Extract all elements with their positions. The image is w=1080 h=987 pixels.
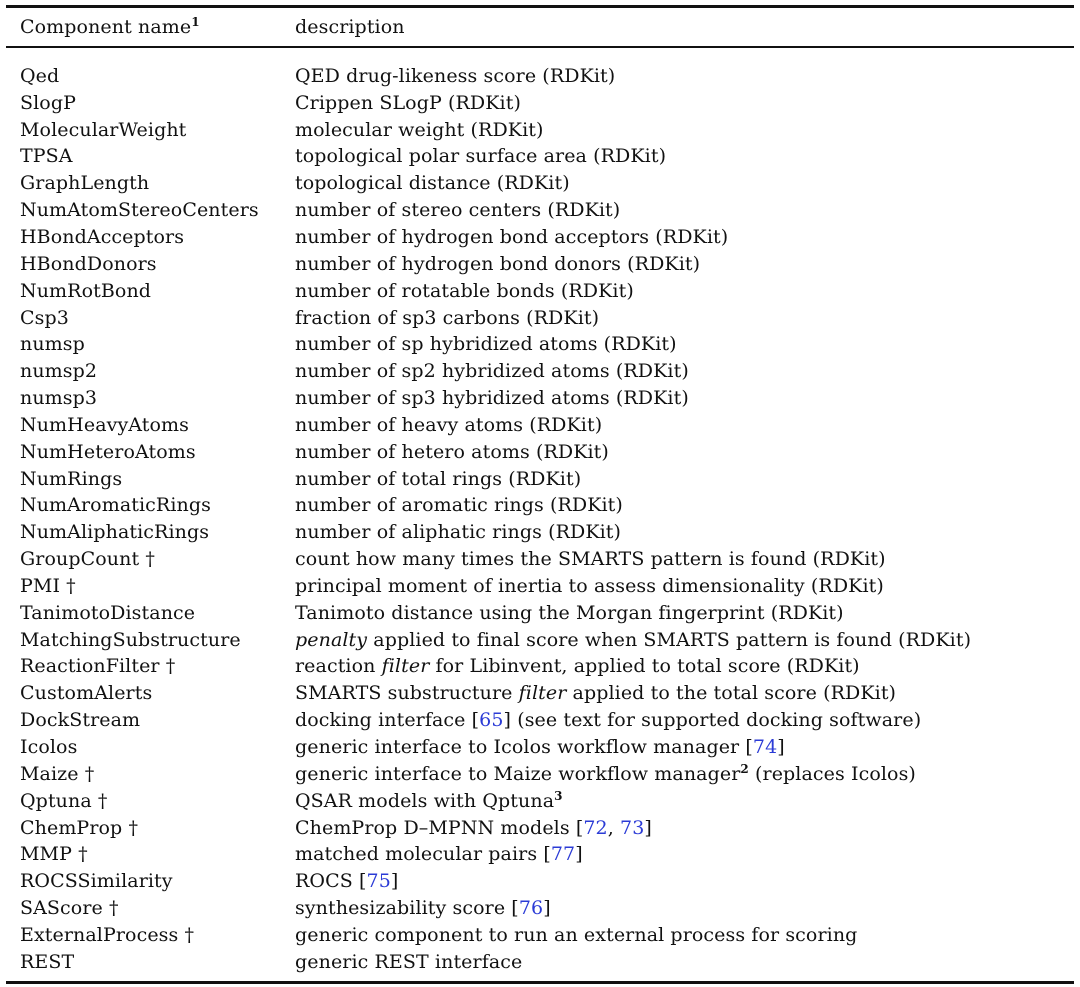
description-text: matched molecular pairs [ bbox=[295, 843, 551, 866]
component-name: ExternalProcess † bbox=[20, 923, 195, 946]
component-name: PMI † bbox=[20, 574, 76, 597]
table-row bbox=[6, 197, 1074, 224]
description-text: generic interface to Maize workflow manager bbox=[295, 762, 741, 785]
table-row bbox=[6, 63, 1074, 90]
component-name: TPSA bbox=[20, 145, 73, 168]
description-text: Tanimoto distance using the Morgan fingerprint (RDKit) bbox=[295, 601, 844, 624]
table-row bbox=[6, 734, 1074, 761]
description-text: docking interface [ bbox=[295, 709, 480, 732]
component-name: NumAtomStereoCenters bbox=[20, 199, 259, 222]
table-row bbox=[6, 868, 1074, 895]
table-row bbox=[6, 787, 1074, 814]
description-text: SMARTS substructure bbox=[295, 682, 519, 705]
description-text: number of aliphatic rings (RDKit) bbox=[295, 521, 622, 544]
table-row bbox=[6, 224, 1074, 251]
component-name: numsp2 bbox=[20, 360, 98, 383]
header-footnote-marker: 1 bbox=[191, 15, 200, 29]
table-row bbox=[6, 573, 1074, 600]
component-description bbox=[295, 226, 1074, 248]
component-name: NumHeavyAtoms bbox=[20, 413, 190, 436]
table-row bbox=[6, 411, 1074, 438]
component-description bbox=[295, 602, 1074, 624]
header-description: description bbox=[295, 16, 405, 38]
table-row bbox=[6, 304, 1074, 331]
table-row bbox=[6, 599, 1074, 626]
description-text: topological distance (RDKit) bbox=[295, 172, 570, 195]
table-bottom-rule bbox=[6, 981, 1074, 984]
component-name: Icolos bbox=[20, 736, 78, 759]
table-row bbox=[6, 492, 1074, 519]
table-row bbox=[6, 331, 1074, 358]
component-name: numsp bbox=[20, 333, 85, 356]
component-description bbox=[295, 709, 1074, 731]
component-description bbox=[295, 172, 1074, 194]
table-header-row bbox=[6, 8, 1074, 46]
description-text: number of sp2 hybridized atoms (RDKit) bbox=[295, 360, 689, 383]
description-text: ] bbox=[543, 897, 551, 920]
component-description bbox=[295, 548, 1074, 570]
footnote-marker: 2 bbox=[740, 761, 749, 776]
component-description bbox=[295, 280, 1074, 302]
citation-link[interactable]: 75 bbox=[366, 870, 391, 893]
description-text: applied to final score when SMARTS pattern is found (RDKit) bbox=[367, 628, 972, 651]
component-description bbox=[295, 924, 1074, 946]
component-name: NumRotBond bbox=[20, 279, 152, 302]
components-table bbox=[6, 5, 1074, 984]
description-text: number of stereo centers (RDKit) bbox=[295, 199, 621, 222]
description-text: molecular weight (RDKit) bbox=[295, 118, 544, 141]
table-row bbox=[6, 89, 1074, 116]
description-text: number of heavy atoms (RDKit) bbox=[295, 413, 603, 436]
table-row bbox=[6, 760, 1074, 787]
description-text: topological polar surface area (RDKit) bbox=[295, 145, 667, 168]
component-description bbox=[295, 682, 1074, 704]
component-name: TanimotoDistance bbox=[20, 601, 196, 624]
component-description bbox=[295, 629, 1074, 651]
component-description bbox=[295, 736, 1074, 758]
description-text: QSAR models with Qptuna bbox=[295, 789, 555, 812]
component-description bbox=[295, 468, 1074, 490]
component-name: MolecularWeight bbox=[20, 118, 187, 141]
component-name: NumAliphaticRings bbox=[20, 521, 210, 544]
component-description bbox=[295, 441, 1074, 463]
component-name: GraphLength bbox=[20, 172, 150, 195]
component-name: Maize † bbox=[20, 762, 95, 785]
description-text: ] bbox=[777, 736, 785, 759]
table-row bbox=[6, 680, 1074, 707]
component-name: NumHeteroAtoms bbox=[20, 440, 196, 463]
footnote-marker: 3 bbox=[554, 788, 563, 803]
description-text: number of rotatable bonds (RDKit) bbox=[295, 279, 634, 302]
component-description bbox=[295, 763, 1074, 785]
description-text: synthesizability score [ bbox=[295, 897, 519, 920]
component-description bbox=[295, 65, 1074, 87]
description-text: generic REST interface bbox=[295, 950, 523, 973]
emphasis-text: filter bbox=[381, 655, 430, 678]
description-text: Crippen SLogP (RDKit) bbox=[295, 91, 521, 114]
component-description bbox=[295, 253, 1074, 275]
component-name: SAScore † bbox=[20, 897, 119, 920]
component-name: CustomAlerts bbox=[20, 682, 153, 705]
description-text: generic component to run an external process for scoring bbox=[295, 923, 858, 946]
component-name: MMP † bbox=[20, 843, 88, 866]
header-component-name-label: Component name bbox=[20, 16, 192, 38]
description-text: ] bbox=[644, 816, 652, 839]
table-row bbox=[6, 895, 1074, 922]
component-description bbox=[295, 521, 1074, 543]
table-body bbox=[6, 48, 1074, 976]
emphasis-text: penalty bbox=[295, 628, 368, 651]
component-description bbox=[295, 360, 1074, 382]
component-description bbox=[295, 843, 1074, 865]
citation-link[interactable]: 72 bbox=[583, 816, 608, 839]
emphasis-text: filter bbox=[518, 682, 567, 705]
description-text: number of hydrogen bond donors (RDKit) bbox=[295, 252, 701, 275]
component-name: REST bbox=[20, 950, 75, 973]
citation-link[interactable]: 77 bbox=[550, 843, 576, 866]
component-description bbox=[295, 333, 1074, 355]
component-name: DockStream bbox=[20, 709, 141, 732]
component-description bbox=[295, 870, 1074, 892]
component-description bbox=[295, 119, 1074, 141]
description-text: ] bbox=[390, 870, 399, 893]
component-description bbox=[295, 307, 1074, 329]
component-description bbox=[295, 575, 1074, 597]
table-row bbox=[6, 814, 1074, 841]
description-text: ROCS [ bbox=[295, 870, 367, 893]
component-description bbox=[295, 817, 1074, 839]
table-row bbox=[6, 385, 1074, 412]
table-row bbox=[6, 143, 1074, 170]
header-component-name bbox=[6, 16, 295, 38]
component-name: MatchingSubstructure bbox=[20, 628, 241, 651]
component-name: Qed bbox=[20, 64, 60, 87]
description-text: , bbox=[607, 816, 621, 839]
description-text: for Libinvent, applied to total score (RDKit) bbox=[429, 655, 860, 678]
description-text: number of sp3 hybridized atoms (RDKit) bbox=[295, 387, 689, 410]
table-row bbox=[6, 626, 1074, 653]
component-name: HBondAcceptors bbox=[20, 225, 185, 248]
table-row bbox=[6, 277, 1074, 304]
component-description bbox=[295, 145, 1074, 167]
table-row bbox=[6, 116, 1074, 143]
table-row bbox=[6, 250, 1074, 277]
description-text: ChemProp D–MPNN models [ bbox=[295, 816, 584, 839]
component-description bbox=[295, 897, 1074, 919]
component-description bbox=[295, 199, 1074, 221]
component-description bbox=[295, 414, 1074, 436]
description-text: (replaces Icolos) bbox=[748, 762, 916, 785]
description-text: number of aromatic rings (RDKit) bbox=[295, 494, 623, 517]
table-row bbox=[6, 438, 1074, 465]
component-name: SlogP bbox=[20, 91, 76, 114]
table-row bbox=[6, 465, 1074, 492]
citation-link[interactable]: 73 bbox=[620, 816, 645, 839]
description-text: ] bbox=[575, 843, 583, 866]
table-row bbox=[6, 358, 1074, 385]
component-name: ROCSSimilarity bbox=[20, 870, 173, 893]
description-text: number of hydrogen bond acceptors (RDKit) bbox=[295, 225, 729, 248]
component-description bbox=[295, 387, 1074, 409]
description-text: number of total rings (RDKit) bbox=[295, 467, 582, 490]
component-description bbox=[295, 790, 1074, 812]
description-text: fraction of sp3 carbons (RDKit) bbox=[295, 306, 600, 329]
description-text: generic interface to Icolos workflow manager [ bbox=[295, 736, 753, 759]
citation-link[interactable]: 74 bbox=[752, 736, 778, 759]
component-name: NumAromaticRings bbox=[20, 494, 211, 517]
description-text: count how many times the SMARTS pattern is found (RDKit) bbox=[295, 548, 886, 571]
component-description bbox=[295, 494, 1074, 516]
component-description bbox=[295, 655, 1074, 677]
component-name: NumRings bbox=[20, 467, 123, 490]
table-row bbox=[6, 519, 1074, 546]
table-row bbox=[6, 841, 1074, 868]
component-name: Qptuna † bbox=[20, 789, 108, 812]
description-text: number of hetero atoms (RDKit) bbox=[295, 440, 609, 463]
description-text: applied to the total score (RDKit) bbox=[566, 682, 897, 705]
citation-link[interactable]: 76 bbox=[518, 897, 544, 920]
table-row bbox=[6, 707, 1074, 734]
description-text: QED drug-likeness score (RDKit) bbox=[295, 64, 616, 87]
component-name: Csp3 bbox=[20, 306, 69, 329]
table-row bbox=[6, 922, 1074, 949]
component-description bbox=[295, 92, 1074, 114]
component-name: ChemProp † bbox=[20, 816, 139, 839]
description-text: number of sp hybridized atoms (RDKit) bbox=[295, 333, 677, 356]
component-name: GroupCount † bbox=[20, 548, 155, 571]
table-row bbox=[6, 948, 1074, 975]
component-name: HBondDonors bbox=[20, 252, 157, 275]
component-description bbox=[295, 951, 1074, 973]
description-text: principal moment of inertia to assess dimensionality (RDKit) bbox=[295, 574, 884, 597]
table-row bbox=[6, 546, 1074, 573]
component-name: numsp3 bbox=[20, 387, 98, 410]
component-name: ReactionFilter † bbox=[20, 655, 176, 678]
table-row bbox=[6, 653, 1074, 680]
description-text: reaction bbox=[295, 655, 382, 678]
table-row bbox=[6, 170, 1074, 197]
citation-link[interactable]: 65 bbox=[479, 709, 504, 732]
description-text: ] (see text for supported docking software) bbox=[503, 709, 922, 732]
